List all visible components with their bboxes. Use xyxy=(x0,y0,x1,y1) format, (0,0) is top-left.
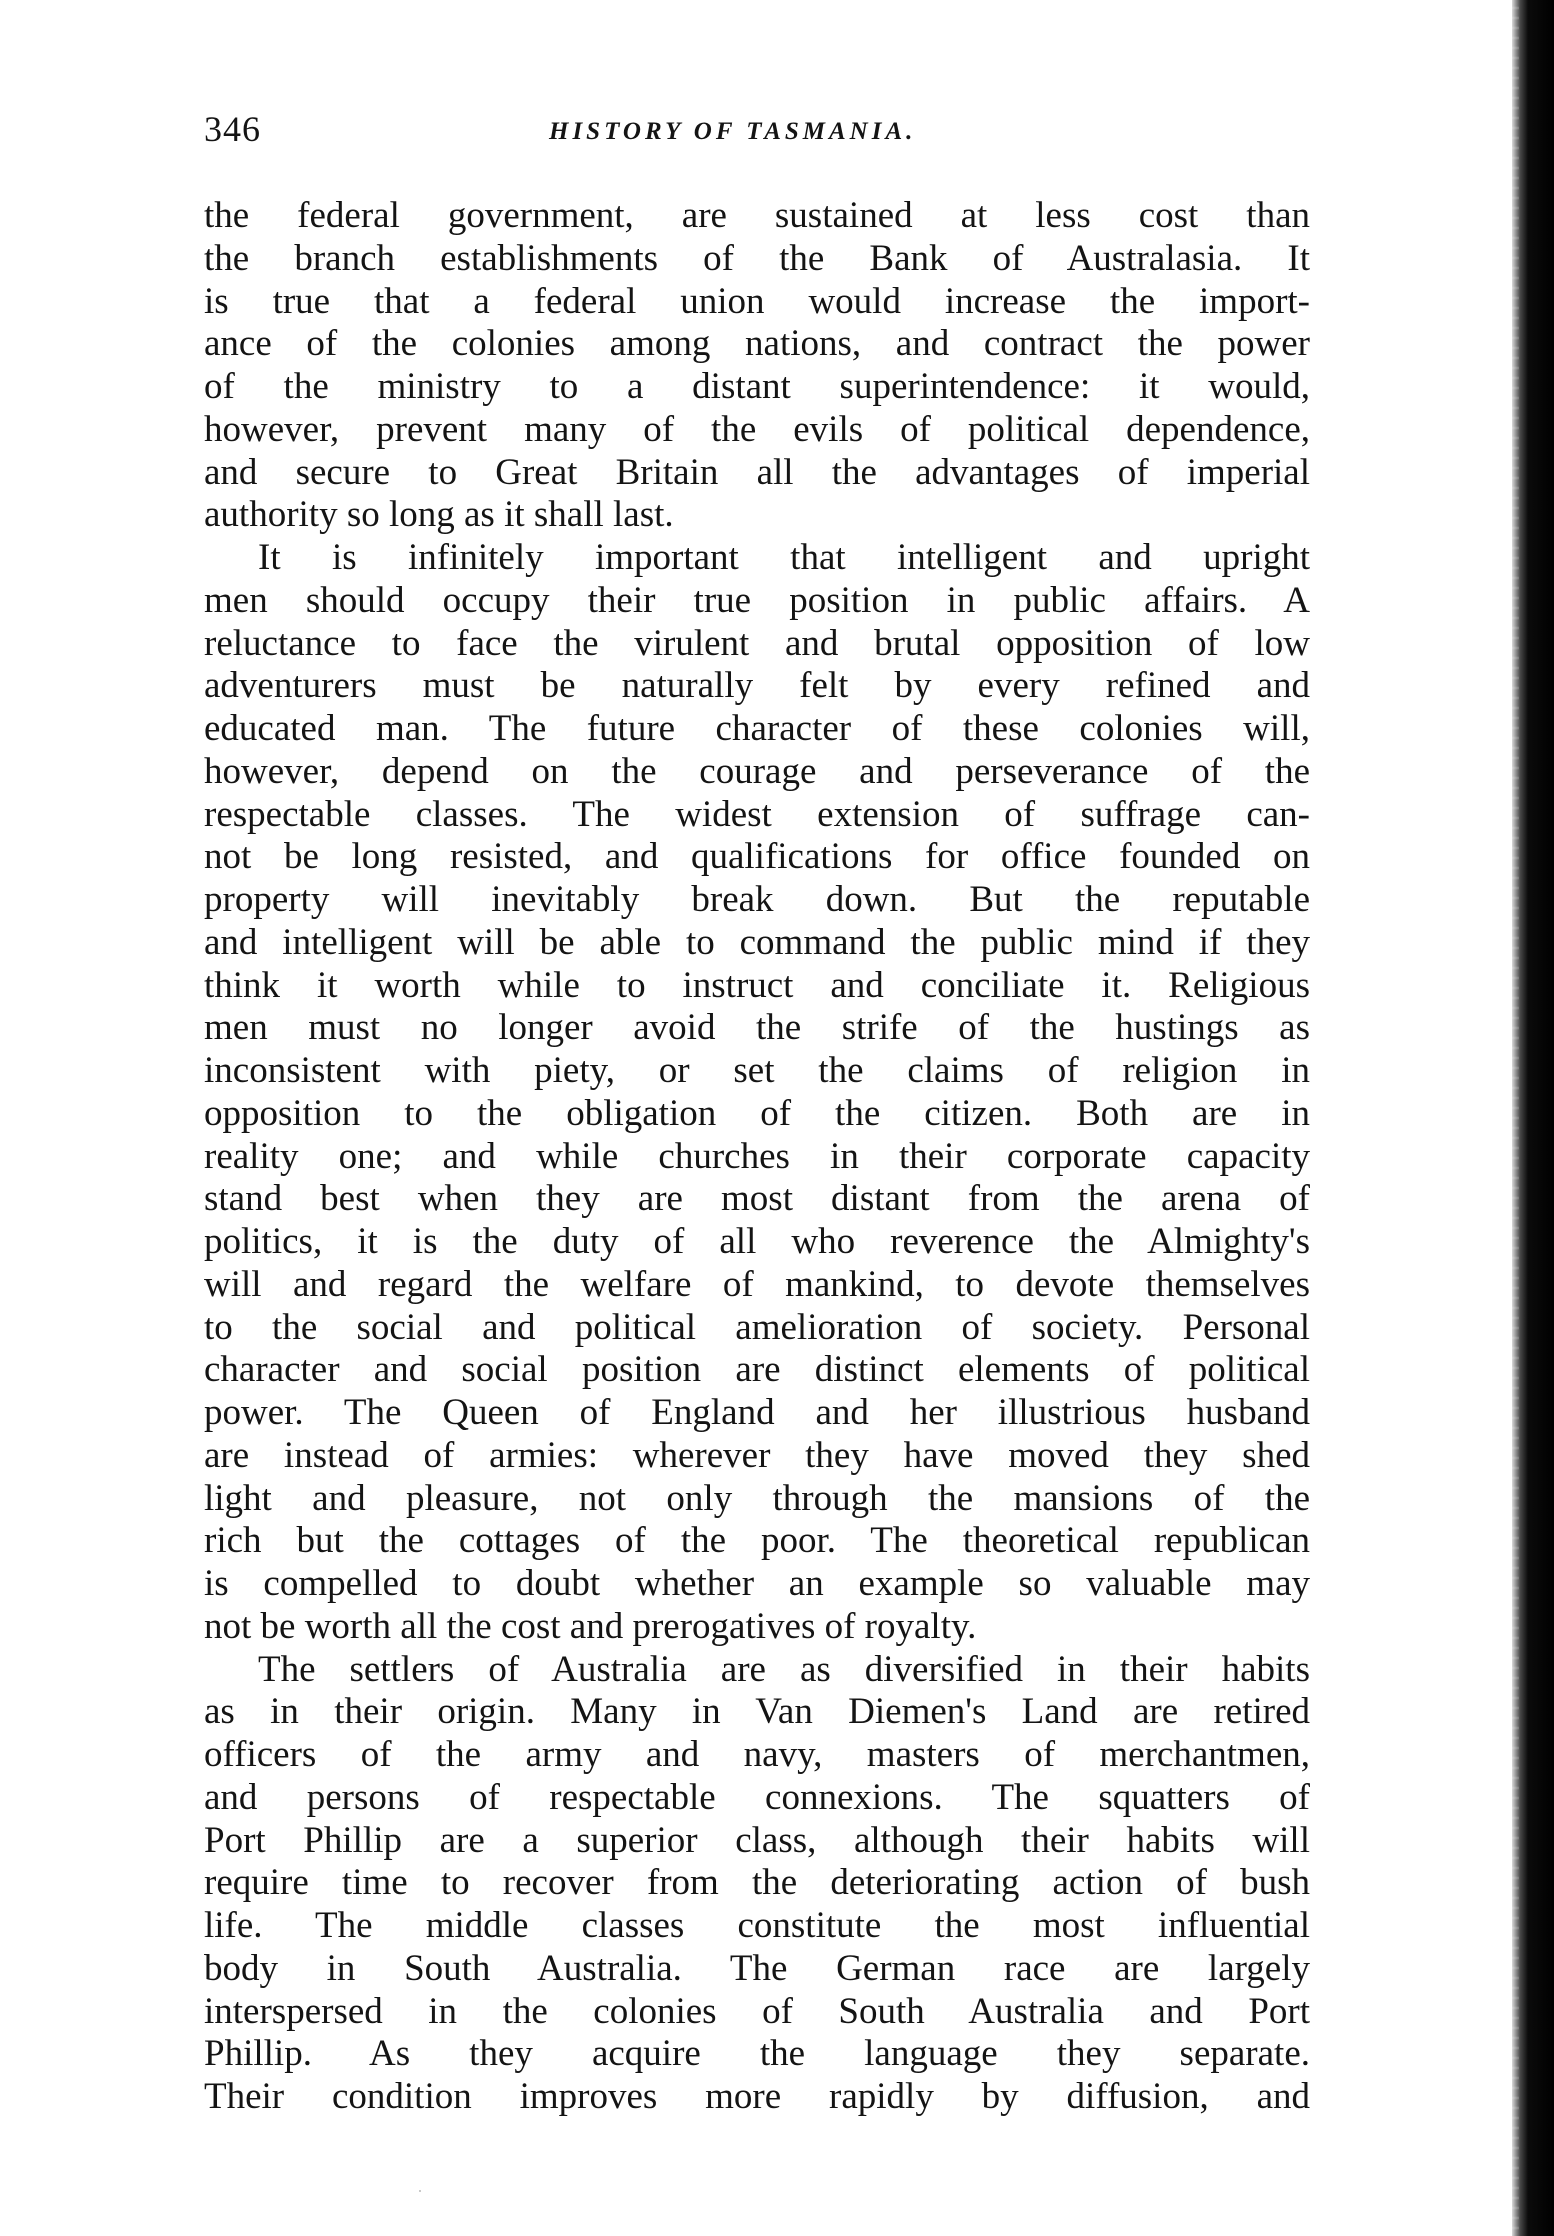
text-line: Port Phillip are a superior class, although their habits will xyxy=(204,1819,1310,1861)
text-line: life. The middle classes constitute the most influential xyxy=(204,1905,1310,1946)
text-line: and secure to Great Britain all the advantages of imperial xyxy=(204,451,1310,493)
text-line: property will inevitably break down. But the reputable xyxy=(204,879,1310,920)
text-line: officers of the army and navy, masters of merchantmen, xyxy=(204,1734,1310,1775)
text-line: Phillip. As they acquire the language they separate. xyxy=(204,2033,1310,2075)
paper-speck xyxy=(419,2190,421,2192)
text-line: as in their origin. Many in Van Diemen's Land are retired xyxy=(204,1691,1310,1733)
page-number: 346 xyxy=(204,109,261,149)
text-line: interspersed in the colonies of South Australia and Port xyxy=(204,1990,1310,2032)
text-line: to the social and political amelioration of society. Personal xyxy=(204,1306,1310,1348)
text-line: stand best when they are most distant from the arena of xyxy=(204,1178,1310,1220)
text-line: and intelligent will be able to command the public mind if they xyxy=(204,921,1310,963)
text-line: adventurers must be naturally felt by every refined and xyxy=(204,665,1310,707)
text-line: will and regard the welfare of mankind, to devote themselves xyxy=(204,1263,1310,1305)
text-line: of the ministry to a distant superintendence: it would, xyxy=(204,366,1310,407)
text-line: reluctance to face the virulent and brutal opposition of low xyxy=(204,622,1310,664)
text-line: are instead of armies: wherever they have moved they shed xyxy=(204,1434,1310,1476)
text-line: respectable classes. The widest extension of suffrage can- xyxy=(204,793,1310,835)
text-line: educated man. The future character of these colonies will, xyxy=(204,708,1310,749)
text-line: the federal government, are sustained at less cost than xyxy=(204,195,1310,236)
text-line: think it worth while to instruct and conciliate it. Religious xyxy=(204,964,1310,1006)
text-line: character and social position are distinct elements of political xyxy=(204,1349,1310,1391)
text-line: the branch establishments of the Bank of Australasia. It xyxy=(204,237,1310,279)
text-line: men should occupy their true position in public affairs. A xyxy=(204,579,1310,621)
text-line: reality one; and while churches in their corporate capacity xyxy=(204,1135,1310,1177)
text-line: politics, it is the duty of all who reverence the Almighty's xyxy=(204,1221,1310,1262)
text-line: Their condition improves more rapidly by diffusion, and xyxy=(204,2076,1310,2117)
text-line: however, depend on the courage and perseverance of the xyxy=(204,750,1310,792)
body-text xyxy=(204,195,1310,2119)
text-line: and persons of respectable connexions. The squatters of xyxy=(204,1776,1310,1818)
page-header xyxy=(204,108,1310,156)
text-line: authority so long as it shall last. xyxy=(204,494,674,536)
text-line: is compelled to doubt whether an example so valuable may xyxy=(204,1563,1310,1604)
text-line: not be worth all the cost and prerogatives of royalty. xyxy=(204,1605,977,1647)
text-line: body in South Australia. The German race are largely xyxy=(204,1947,1310,1989)
text-line: require time to recover from the deteriorating action of bush xyxy=(204,1862,1310,1904)
text-line: not be long resisted, and qualifications for office founded on xyxy=(204,836,1310,878)
text-line: however, prevent many of the evils of political dependence, xyxy=(204,408,1310,450)
text-line: opposition to the obligation of the citizen. Both are in xyxy=(204,1092,1310,1134)
text-line: inconsistent with piety, or set the claims of religion in xyxy=(204,1050,1310,1091)
text-line: The settlers of Australia are as diversified in their habits xyxy=(258,1648,1310,1690)
text-line: rich but the cottages of the poor. The theoretical republican xyxy=(204,1520,1310,1562)
running-head: HISTORY OF TASMANIA. xyxy=(549,118,917,145)
text-line: It is infinitely important that intelligent and upright xyxy=(258,537,1310,578)
text-line: power. The Queen of England and her illustrious husband xyxy=(204,1392,1310,1433)
book-spine-shadow xyxy=(1512,0,1554,2236)
text-line: men must no longer avoid the strife of the hustings as xyxy=(204,1007,1310,1049)
text-line: light and pleasure, not only through the mansions of the xyxy=(204,1477,1310,1519)
text-line: is true that a federal union would increase the import- xyxy=(204,280,1310,322)
text-line: ance of the colonies among nations, and contract the power xyxy=(204,323,1310,365)
